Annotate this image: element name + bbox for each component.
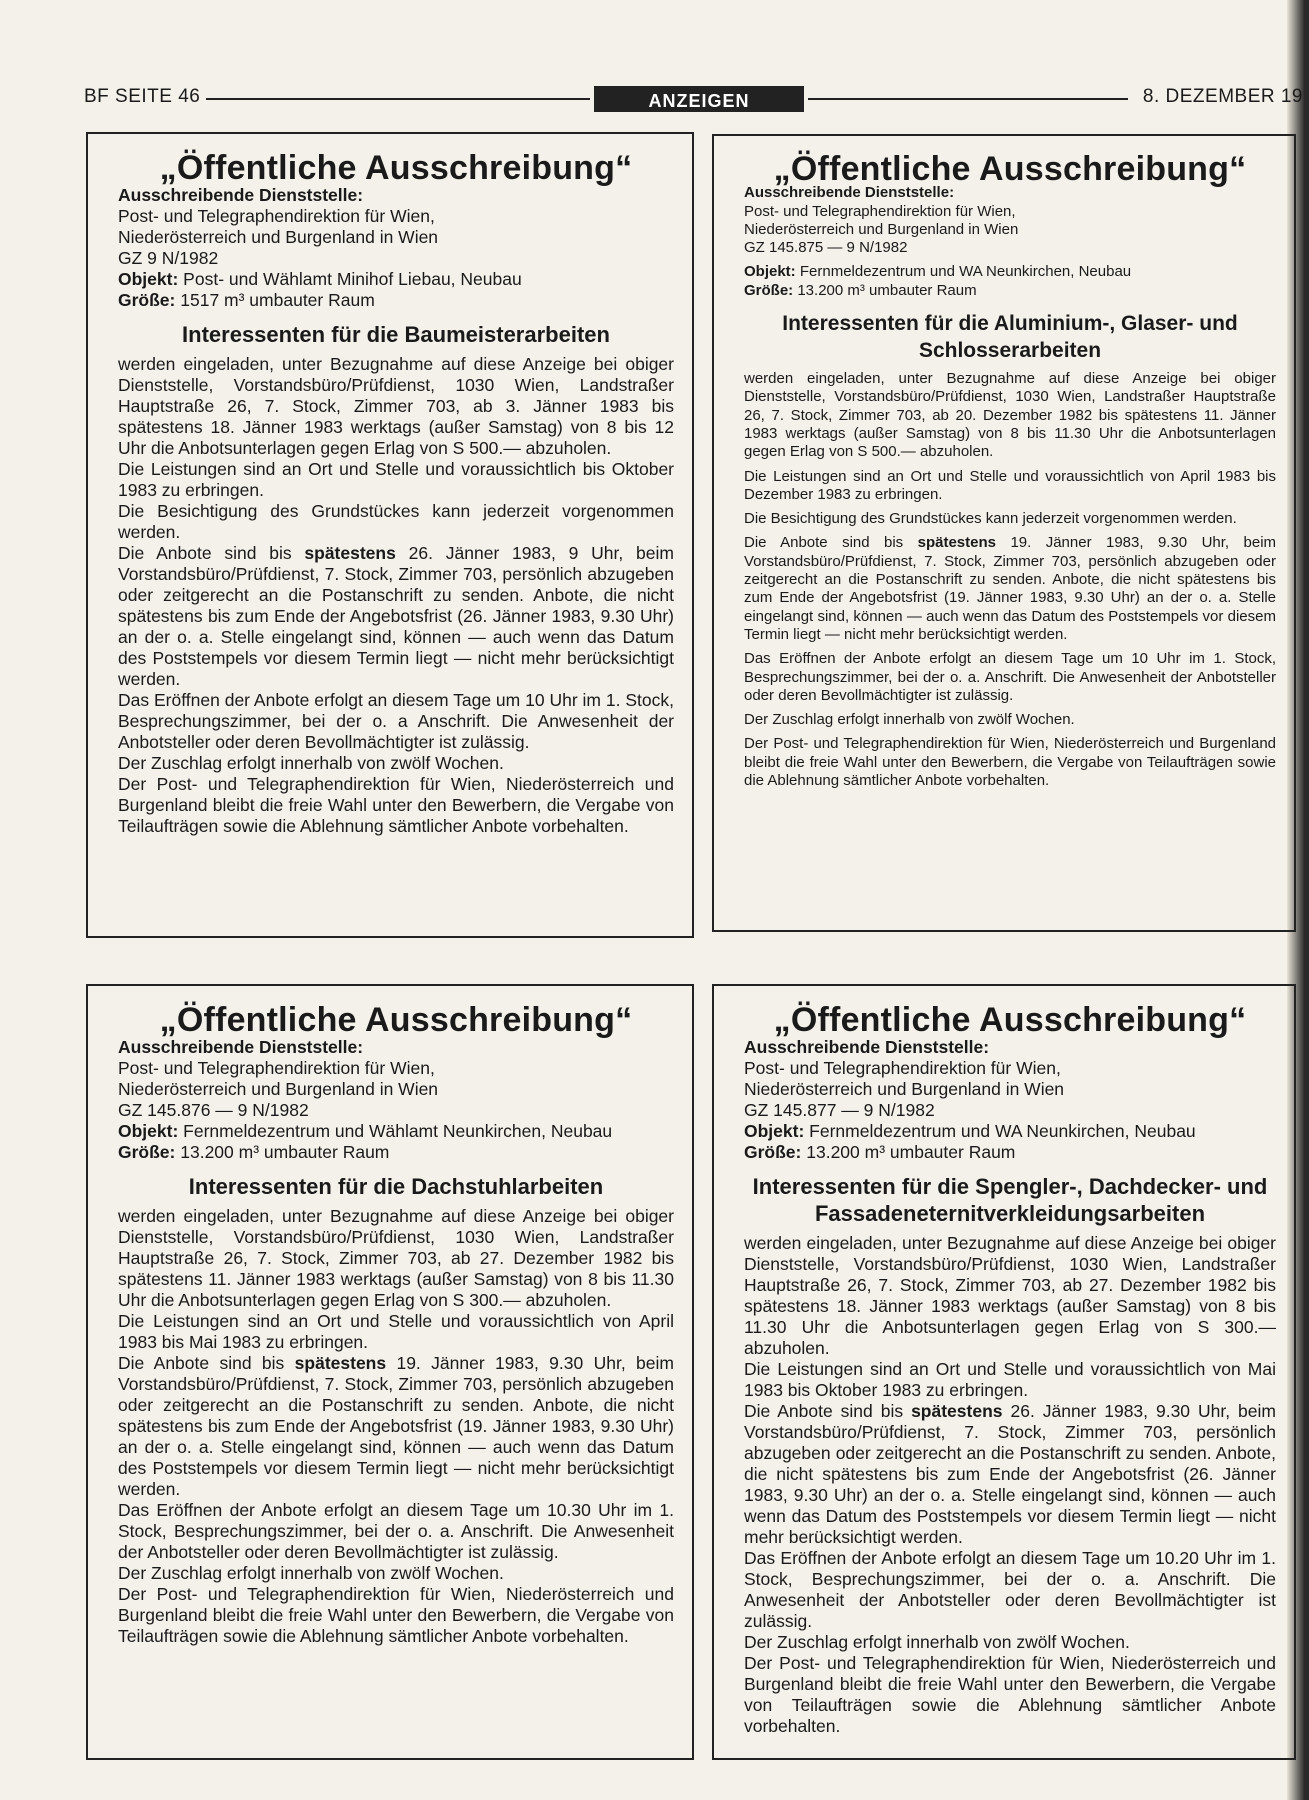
ad-body	[118, 1206, 674, 1647]
gz-number: GZ 145.877 — 9 N/1982	[744, 1100, 935, 1120]
deadline-emphasis: spätestens	[917, 534, 996, 552]
ad-para: Das Eröffnen der Anbote erfolgt an diesem Tage um 10.20 Uhr im 1. Stock, Besprechungszimmer, bei der o. a. Anschrift. Die Anwesenheit der Anbotsteller oder deren Bevollmächtigter ist zulässig.	[744, 1548, 1276, 1631]
ad-title: „Öffentliche Ausschreibung“	[159, 149, 633, 187]
ad-baumeisterarbeiten	[86, 132, 694, 938]
size-line	[744, 282, 1276, 300]
object-value: Fernmeldezentrum und Wählamt Neunkirchen, Neubau	[183, 1121, 613, 1141]
ad-para	[744, 534, 1276, 644]
ad-subhead: Interessenten für die Dachstuhlarbeiten	[188, 1174, 604, 1199]
ad-para: Das Eröffnen der Anbote erfolgt an diesem Tage um 10 Uhr im 1. Stock, Besprechungszimmer, bei der o. a Anschrift. Die Anwesenheit der Anbotsteller oder deren Bevollmächtigter ist zulässig.	[118, 690, 674, 752]
issuer-label: Ausschreibende Dienststelle:	[744, 184, 955, 202]
deadline-emphasis: spätestens	[304, 543, 396, 563]
issuer-line-2: Niederösterreich und Burgenland in Wien	[118, 227, 439, 247]
object-line	[744, 1121, 1276, 1142]
deadline-emphasis: spätestens	[911, 1401, 1003, 1421]
ad-para: Die Leistungen sind an Ort und Stelle und voraussichtlich bis Oktober 1983 zu erbringen.	[118, 459, 674, 500]
ad-para: Die Leistungen sind an Ort und Stelle und voraussichtlich von April 1983 bis Mai 1983 zu erbringen.	[118, 1311, 674, 1352]
object-value: Fernmeldezentrum und WA Neunkirchen, Neubau	[799, 263, 1132, 281]
object-line	[118, 1121, 674, 1142]
issue-date: 8. DEZEMBER 19	[1142, 86, 1303, 107]
ad-subhead: Interessenten für die Baumeisterarbeiten	[182, 322, 610, 347]
object-value: Post- und Wählamt Minihof Liebau, Neubau	[183, 269, 522, 289]
object-line	[118, 269, 674, 290]
size-line	[118, 290, 674, 311]
size-label: Größe:	[744, 1142, 802, 1162]
ad-body	[744, 370, 1276, 790]
object-value: Fernmeldezentrum und WA Neunkirchen, Neubau	[809, 1121, 1196, 1141]
ad-para: werden eingeladen, unter Bezugnahme auf diese Anzeige bei obiger Dienststelle, Vorstandsbüro/Prüfdienst, 1030 Wien, Landstraßer Hauptstraße 26, 7. Stock, Zimmer 703, ab 27. Dezember 1982 bis spätestens 11. Jänner 1983 werktags (außer Samstag) von 8 bis 11.30 Uhr die Anbotsunterlagen gegen Erlag von S 300.— abzuholen.	[118, 1206, 674, 1310]
object-label: Objekt:	[744, 263, 796, 281]
ad-para: Der Post- und Telegraphendirektion für Wien, Niederösterreich und Burgenland bleibt die freie Wahl unter den Bewerbern, die Vergabe von Teilaufträgen sowie die Ablehnung sämtlicher Anbote vorbehalten.	[118, 774, 674, 836]
ad-para: Das Eröffnen der Anbote erfolgt an diesem Tage um 10 Uhr im 1. Stock, Besprechungszimmer, bei der o. a. Anschrift. Die Anwesenheit der Anbotsteller oder deren Bevollmächtigter ist zulässig.	[744, 650, 1276, 704]
object-line	[744, 263, 1276, 281]
section-badge: ANZEIGEN	[594, 86, 804, 112]
ad-title: „Öffentliche Ausschreibung“	[773, 150, 1247, 188]
size-value: 13.200 m³ umbauter Raum	[806, 1142, 1016, 1162]
ad-para: werden eingeladen, unter Bezugnahme auf diese Anzeige bei obiger Dienststelle, Vorstandsbüro/Prüfdienst, 1030 Wien, Landstraßer Hauptstraße 26, 7. Stock, Zimmer 703, ab 27. Dezember 1982 bis spätestens 18. Jänner 1983 werktags (außer Samstag) von 8 bis 11.30 Uhr die Anbotsunterlagen gegen Erlag von S 300.— abzuholen.	[744, 1233, 1276, 1358]
deadline-intro: Die Anbote sind bis	[744, 534, 904, 552]
ad-title: „Öffentliche Ausschreibung“	[159, 1001, 633, 1039]
size-value: 1517 m³ umbauter Raum	[180, 290, 375, 310]
gz-number: GZ 9 N/1982	[118, 248, 219, 268]
deadline-intro: Die Anbote sind bis	[744, 1401, 904, 1421]
deadline-intro: Die Anbote sind bis	[118, 543, 292, 563]
ad-subhead: Interessenten für die Aluminium-, Glaser- und Schlosserarbeiten	[782, 312, 1238, 363]
ad-para: Die Leistungen sind an Ort und Stelle und voraussichtlich von Mai 1983 bis Oktober 1983 zu erbringen.	[744, 1359, 1276, 1400]
ad-para: Die Besichtigung des Grundstückes kann jederzeit vorgenommen werden.	[118, 501, 674, 542]
ad-para	[118, 543, 674, 690]
ad-para: Die Besichtigung des Grundstückes kann jederzeit vorgenommen werden.	[744, 510, 1237, 528]
size-value: 13.200 m³ umbauter Raum	[797, 281, 977, 299]
deadline-text: 19. Jänner 1983, 9.30 Uhr, beim Vorstandsbüro/Prüfdienst, 7. Stock, Zimmer 703, persönlich abzugeben oder zeitgerecht an die Postanschrift zu senden. Anbote, die nicht spätestens bis zum Ende der Angebotsfrist (19. Jänner 1983, 9.30 Uhr) an der o. a. Stelle eingelangt sind, können — auch wenn das Datum des Poststempels vor diesem Termin liegt — nicht mehr berücksichtigt werden.	[744, 534, 1277, 643]
ad-para: Der Zuschlag erfolgt innerhalb von zwölf Wochen.	[118, 1563, 504, 1583]
ad-para: Der Post- und Telegraphendirektion für Wien, Niederösterreich und Burgenland bleibt die freie Wahl unter den Bewerbern, die Vergabe von Teilaufträgen sowie die Ablehnung sämtlicher Anbote vorbehalten.	[744, 735, 1276, 790]
issuer-line-1: Post- und Telegraphendirektion für Wien,	[744, 202, 1016, 220]
ad-spengler-dachdecker	[712, 984, 1296, 1760]
issuer-line-2: Niederösterreich und Burgenland in Wien	[744, 1079, 1065, 1099]
ad-para: Der Zuschlag erfolgt innerhalb von zwölf Wochen.	[118, 753, 504, 773]
deadline-text: 19. Jänner 1983, 9.30 Uhr, beim Vorstandsbüro/Prüfdienst, 7. Stock, Zimmer 703, persönlich abzugeben oder zeitgerecht an die Postanschrift zu senden. Anbote, die nicht spätestens bis zum Ende der Angebotsfrist (19. Jänner 1983, 9.30 Uhr) an der o. a. Stelle eingelangt sind, können — auch wenn das Datum des Poststempels vor diesem Termin liegt — nicht mehr berücksichtigt werden.	[118, 1353, 674, 1499]
header-rule-left	[206, 98, 590, 100]
deadline-intro: Die Anbote sind bis	[118, 1353, 285, 1373]
issuer-line-1: Post- und Telegraphendirektion für Wien,	[744, 1058, 1061, 1078]
ad-para: Der Zuschlag erfolgt innerhalb von zwölf Wochen.	[744, 1632, 1130, 1652]
issuer-line-1: Post- und Telegraphendirektion für Wien,	[118, 1058, 435, 1078]
gz-number: GZ 145.876 — 9 N/1982	[118, 1100, 309, 1120]
ad-para	[744, 1401, 1276, 1548]
size-line	[118, 1142, 674, 1163]
ad-subhead: Interessenten für die Spengler-, Dachdecker- und Fassadeneternitverkleidungsarbeiten	[752, 1174, 1268, 1226]
deadline-text: 26. Jänner 1983, 9 Uhr, beim Vorstandsbüro/Prüfdienst, 7. Stock, Zimmer 703, persönlich abzugeben oder zeitgerecht an die Postanschrift zu senden. Anbote, die nicht spätestens bis zum Ende der Angebotsfrist (26. Jänner 1983, 9.30 Uhr) an der o. a. Stelle eingelangt sind, können — auch wenn das Datum des Poststempels vor diesem Termin liegt — nicht mehr berücksichtigt werden.	[118, 543, 674, 689]
ad-title: „Öffentliche Ausschreibung“	[773, 1001, 1247, 1039]
size-label: Größe:	[118, 290, 176, 310]
ad-para: Der Post- und Telegraphendirektion für Wien, Niederösterreich und Burgenland bleibt die freie Wahl unter den Bewerbern, die Vergabe von Teilaufträgen sowie die Ablehnung sämtlicher Anbote vorbehalten.	[744, 1653, 1276, 1736]
deadline-text: 26. Jänner 1983, 9.30 Uhr, beim Vorstandsbüro/Prüfdienst, 7. Stock, Zimmer 703, persönlich abzugeben oder zeitgerecht an die Postanschrift zu senden. Anbote, die nicht spätestens bis zum Ende der Angebotsfrist (26. Jänner 1983, 9.30 Uhr) an der o. a. Stelle eingelangt sind, können — auch wenn das Datum des Poststempels vor diesem Termin liegt — nicht mehr berücksichtigt werden.	[744, 1401, 1276, 1547]
ad-body	[118, 354, 674, 837]
gz-number: GZ 145.875 — 9 N/1982	[744, 239, 908, 257]
deadline-emphasis: spätestens	[294, 1353, 387, 1373]
object-label: Objekt:	[744, 1121, 805, 1141]
issuer-line-2: Niederösterreich und Burgenland in Wien	[744, 220, 1019, 238]
size-line	[744, 1142, 1276, 1163]
issuer-line-1: Post- und Telegraphendirektion für Wien,	[118, 206, 435, 226]
object-label: Objekt:	[118, 1121, 179, 1141]
ad-para: Die Leistungen sind an Ort und Stelle und voraussichtlich von April 1983 bis Dezember 1983 zu erbringen.	[744, 467, 1276, 503]
header-rule-right	[808, 98, 1128, 100]
ad-para: Der Post- und Telegraphendirektion für Wien, Niederösterreich und Burgenland bleibt die freie Wahl unter den Bewerbern, die Vergabe von Teilaufträgen sowie die Ablehnung sämtlicher Anbote vorbehalten.	[118, 1584, 674, 1646]
issuer-line-2: Niederösterreich und Burgenland in Wien	[118, 1079, 439, 1099]
ad-body	[744, 1233, 1276, 1737]
ad-para: Der Zuschlag erfolgt innerhalb von zwölf Wochen.	[744, 711, 1075, 729]
ad-para: werden eingeladen, unter Bezugnahme auf diese Anzeige bei obiger Dienststelle, Vorstandsbüro/Prüfdienst, 1030 Wien, Landstraßer Hauptstraße 26, 7. Stock, Zimmer 703, ab 3. Jänner 1983 bis spätestens 18. Jänner 1983 werktags (außer Samstag) von 8 bis 12 Uhr die Anbotsunterlagen gegen Erlag von S 500.— abzuholen.	[118, 354, 674, 458]
page-header	[84, 86, 1309, 112]
issuer-label: Ausschreibende Dienststelle:	[744, 1037, 990, 1057]
issuer-label: Ausschreibende Dienststelle:	[118, 185, 364, 205]
size-label: Größe:	[118, 1142, 176, 1162]
size-value: 13.200 m³ umbauter Raum	[180, 1142, 390, 1162]
ad-dachstuhlarbeiten	[86, 984, 694, 1760]
page-number: BF SEITE 46	[84, 86, 201, 107]
ad-aluminium-glaser-schlosser	[712, 134, 1296, 932]
object-label: Objekt:	[118, 269, 179, 289]
ad-para: werden eingeladen, unter Bezugnahme auf diese Anzeige bei obiger Dienststelle, Vorstandsbüro/Prüfdienst, 1030 Wien, Landstraßer Hauptstraße 26, 7. Stock, Zimmer 703, ab 20. Dezember 1982 bis spätestens 11. Jänner 1983 werktags (außer Samstag) von 8 bis 11.30 Uhr die Anbotsunterlagen gegen Erlag von S 500.— abzuholen.	[744, 370, 1276, 461]
ad-para	[118, 1353, 674, 1500]
issuer-label: Ausschreibende Dienststelle:	[118, 1037, 364, 1057]
ad-para: Das Eröffnen der Anbote erfolgt an diesem Tage um 10.30 Uhr im 1. Stock, Besprechungszimmer, bei der o. a. Anschrift. Die Anwesenheit der Anbotsteller oder deren Bevollmächtigter ist zulässig.	[118, 1500, 674, 1562]
size-label: Größe:	[744, 281, 794, 299]
